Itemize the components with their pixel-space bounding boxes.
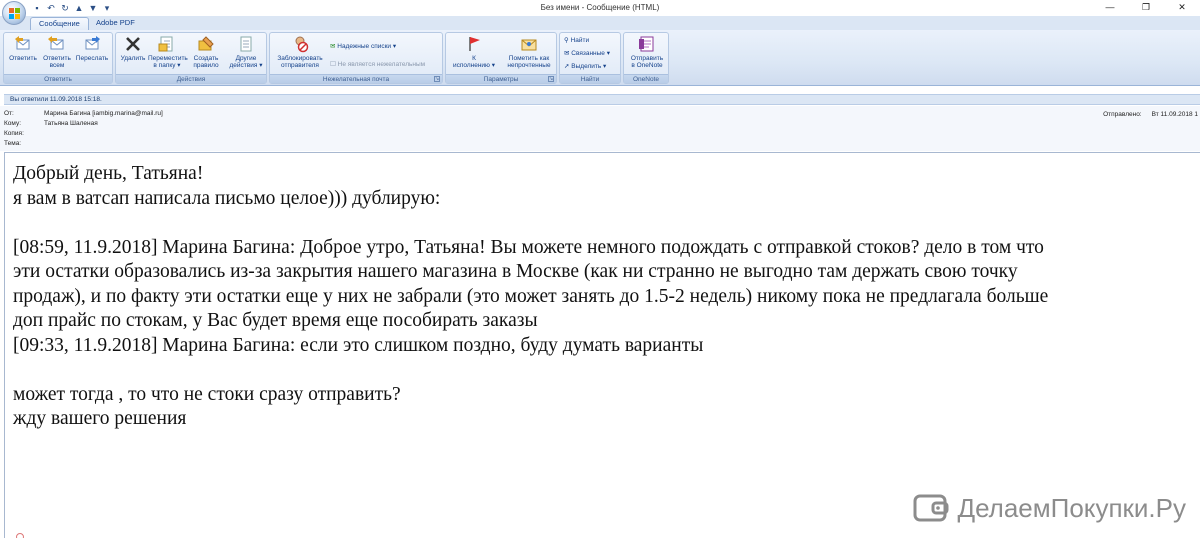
group-reply-label: Ответить bbox=[4, 74, 112, 83]
group-find-label: Найти bbox=[560, 74, 620, 83]
reply-all-icon bbox=[48, 35, 66, 53]
to-label: Кому: bbox=[4, 120, 21, 127]
group-onenote bbox=[623, 32, 669, 84]
safe-lists-icon: ✉ bbox=[330, 43, 336, 50]
parameters-dialog-launcher-icon[interactable]: ↘ bbox=[549, 76, 554, 82]
reply-icon bbox=[14, 35, 32, 53]
save-icon[interactable]: ▪ bbox=[35, 3, 39, 13]
subject-label: Тема: bbox=[4, 140, 22, 147]
message-body[interactable] bbox=[4, 152, 1200, 538]
message-text bbox=[13, 162, 1193, 432]
close-icon[interactable]: ✕ bbox=[1178, 2, 1186, 12]
delete-icon bbox=[124, 35, 142, 53]
group-find bbox=[559, 32, 621, 84]
subject-row bbox=[4, 139, 44, 148]
related-icon: ✉ bbox=[564, 50, 570, 57]
mark-unread-icon bbox=[520, 35, 538, 53]
office-logo-icon bbox=[8, 7, 21, 20]
not-junk-button[interactable]: ☐ Не является нежелательным bbox=[330, 61, 426, 68]
send-to-onenote-button[interactable]: Отправить в OneNote bbox=[626, 35, 668, 69]
title-bar bbox=[0, 0, 1200, 16]
message-headers bbox=[0, 106, 1200, 151]
forward-button[interactable]: Переслать bbox=[74, 35, 110, 62]
group-onenote-label: OneNote bbox=[624, 74, 668, 83]
minimize-icon[interactable]: — bbox=[1105, 2, 1115, 12]
block-sender-button[interactable]: Заблокировать отправителя bbox=[272, 35, 328, 69]
ribbon bbox=[0, 30, 1200, 86]
group-actions-label: Действия bbox=[116, 74, 266, 83]
delete-button[interactable]: Удалить bbox=[118, 35, 148, 62]
forward-icon bbox=[83, 35, 101, 53]
body-line: жду вашего решения bbox=[13, 408, 187, 429]
undo-icon[interactable]: ↶ bbox=[47, 3, 55, 13]
create-rule-button[interactable]: Создать правило bbox=[188, 35, 224, 69]
body-line: эти остатки образовались из-за закрытия нашего магазина в Москве (как ни странно не выгодно там держать свою точку bbox=[13, 261, 1018, 282]
tab-adobe-pdf[interactable]: Adobe PDF bbox=[96, 18, 135, 27]
body-line: может тогда , то что не стоки сразу отправить? bbox=[13, 383, 401, 405]
cc-label: Копия: bbox=[4, 130, 24, 137]
info-bar: Вы ответили 11.09.2018 15:18. bbox=[4, 94, 1200, 105]
window-title: Без имени - Сообщение (HTML) bbox=[540, 3, 660, 12]
maximize-icon[interactable]: ❐ bbox=[1141, 2, 1151, 12]
body-line: Добрый день, Татьяна! bbox=[13, 163, 204, 184]
cc-row bbox=[4, 129, 44, 138]
group-parameters bbox=[445, 32, 557, 84]
from-value[interactable]: Марина Багина [iambig.marina@mail.ru] bbox=[44, 110, 163, 117]
redo-icon[interactable]: ↻ bbox=[61, 3, 69, 13]
status-icon bbox=[16, 533, 24, 538]
move-folder-icon bbox=[158, 35, 176, 53]
select-button[interactable]: ➚ Выделить ▾ bbox=[564, 63, 607, 70]
qat-customize-icon[interactable]: ▾ bbox=[104, 3, 110, 13]
down-arrow-icon[interactable]: ▼ bbox=[88, 3, 98, 13]
body-line: [08:59, 11.9.2018] Марина Багина: Доброе утро, Татьяна! Вы можете немного подождать с отправкой стоков? дело в том что bbox=[13, 236, 1044, 258]
up-arrow-icon[interactable]: ▲ bbox=[74, 3, 84, 13]
body-line bbox=[13, 358, 1193, 383]
body-line: доп прайс по стокам, у Вас будет время еще пособирать заказы bbox=[13, 310, 538, 331]
to-row bbox=[4, 119, 98, 128]
from-row bbox=[4, 109, 163, 118]
group-parameters-label: Параметры bbox=[446, 74, 556, 83]
wallet-icon bbox=[913, 493, 949, 523]
group-reply bbox=[3, 32, 113, 84]
safe-lists-button[interactable]: ✉ Надежные списки ▾ bbox=[330, 43, 397, 50]
mark-unread-button[interactable]: Пометить как непрочтенные bbox=[502, 35, 556, 69]
reply-button[interactable]: Ответить bbox=[6, 35, 40, 62]
not-junk-icon: ☐ bbox=[330, 61, 336, 68]
select-icon: ➚ bbox=[564, 63, 570, 70]
reply-all-button[interactable]: Ответить всем bbox=[40, 35, 74, 69]
watermark bbox=[913, 491, 1186, 525]
follow-up-button[interactable]: К исполнению ▾ bbox=[448, 35, 500, 69]
other-actions-icon bbox=[237, 35, 255, 53]
body-line: [09:33, 11.9.2018] Марина Багина: если это слишком поздно, буду думать варианты bbox=[13, 334, 704, 356]
onenote-icon bbox=[638, 35, 656, 53]
sent-value: Вт 11.09.2018 1 bbox=[1151, 111, 1198, 118]
move-to-folder-button[interactable]: Переместить в папку ▾ bbox=[148, 35, 186, 69]
ribbon-tabs bbox=[0, 16, 1200, 30]
watermark-text: ДелаемПокупки.Ру bbox=[957, 492, 1186, 523]
body-line bbox=[13, 211, 1193, 236]
tab-message[interactable]: Сообщение bbox=[30, 17, 89, 30]
from-label: От: bbox=[4, 110, 14, 117]
to-value[interactable]: Татьяна Шаленая bbox=[44, 120, 98, 127]
body-line: продаж), и по факту эти остатки еще у них не забрали (это может занять до 1.5-2 недель) никому пока не предлагала больше bbox=[13, 285, 1049, 307]
sent-row bbox=[1103, 110, 1198, 119]
find-button[interactable]: ⚲ Найти bbox=[564, 37, 590, 44]
group-junk-label: Нежелательная почта bbox=[270, 74, 442, 83]
flag-icon bbox=[465, 35, 483, 53]
junk-dialog-launcher-icon[interactable]: ↘ bbox=[435, 76, 440, 82]
group-junk-mail bbox=[269, 32, 443, 84]
binoculars-icon: ⚲ bbox=[564, 37, 569, 44]
sent-label: Отправлено: bbox=[1103, 111, 1142, 118]
related-button[interactable]: ✉ Связанные ▾ bbox=[564, 50, 610, 57]
office-button[interactable] bbox=[2, 1, 26, 25]
group-actions bbox=[115, 32, 267, 84]
other-actions-button[interactable]: Другие действия ▾ bbox=[226, 35, 266, 69]
window-controls bbox=[1092, 0, 1200, 16]
body-line: я вам в ватсап написала письмо целое))) дублирую: bbox=[13, 187, 441, 209]
rule-icon bbox=[197, 35, 215, 53]
block-sender-icon bbox=[291, 35, 309, 53]
